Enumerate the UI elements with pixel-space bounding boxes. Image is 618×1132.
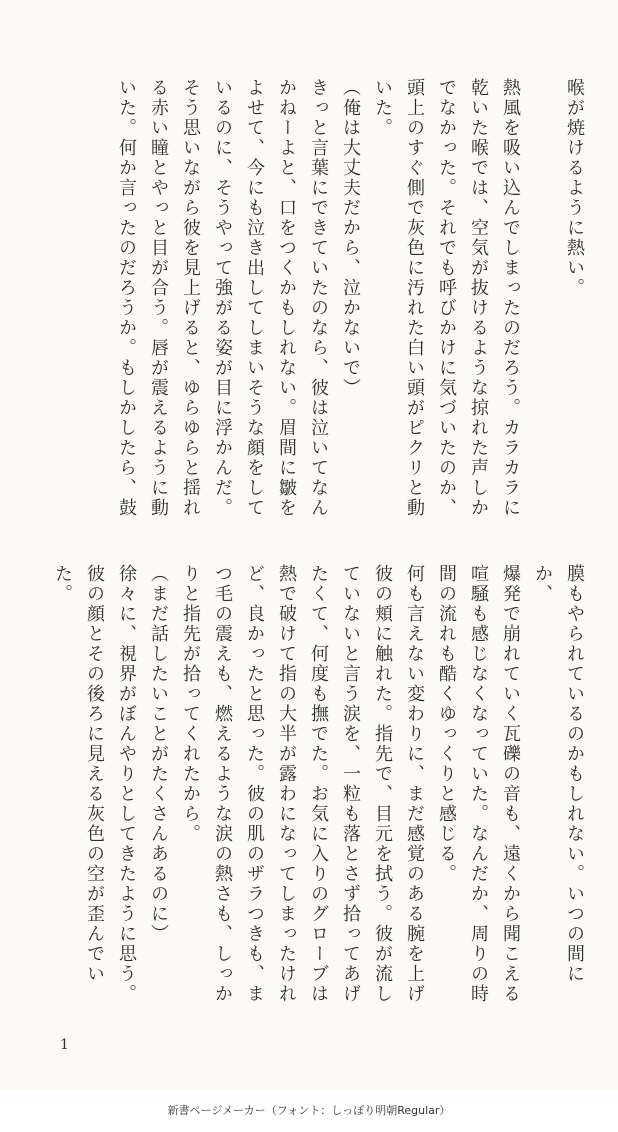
upper-text-block: [110, 78, 590, 518]
lower-text-block: [46, 564, 590, 1004]
text-line: （俺は大丈夫だから、泣かないで）: [340, 78, 361, 398]
text-line: 彼の顔とその後ろに見える灰色の空が歪んでいた。: [52, 564, 105, 984]
text-line: ど、良かったと思った。彼の肌のザラつきも、ま: [244, 564, 265, 1004]
text-line: [526, 78, 558, 518]
text-line: たくて、何度も撫でた。お気に入りのグローブは: [308, 564, 329, 1004]
text-line: かねーよと、口をつくかもしれない。眉間に皺を: [276, 78, 297, 518]
text-line: 徐々に、視界がぼんやりとしてきたように思う。: [116, 564, 137, 1004]
text-line: 熱風を吸い込んでしまったのだろう。カラカラに: [500, 78, 521, 518]
text-line: 何も言えない変わりに、まだ感覚のある腕を上げ: [404, 564, 425, 1004]
text-line: そう思いながら彼を見上げると、ゆらゆらと揺れ: [180, 78, 201, 518]
text-line: 爆発で崩れていく瓦礫の音も、遠くから聞こえる: [500, 564, 521, 1004]
text-line: よせて、今にも泣き出してしまいそうな顔をして: [244, 78, 265, 518]
text-line: （まだ話したいことがたくさんあるのに）: [148, 564, 169, 944]
text-line: いた。何か言ったのだろうか。もしかしたら、鼓: [116, 78, 137, 518]
text-line: つ毛の震えも、燃えるような涙の熱さも、しっか: [212, 564, 233, 1004]
text-line: 熱で破けて指の大半が露わになってしまったけれ: [276, 564, 297, 1004]
text-line: いた。: [372, 78, 393, 138]
text-line: きっと言葉にできていたのなら、彼は泣いてなん: [308, 78, 329, 518]
text-line: ていないと言う涙を、一粒も落とさず拾ってあげ: [340, 564, 361, 1004]
page-number: 1: [60, 1037, 69, 1053]
text-line: 乾いた喉では、空気が抜けるような掠れた声しか: [468, 78, 489, 518]
text-line: 膜もやられているのかもしれない。いつの間にか、: [532, 564, 585, 984]
text-line: りと指先が拾ってくれたから。: [180, 564, 201, 844]
text-line: 間の流れも酷くゆっくりと感じる。: [436, 564, 457, 884]
text-line: いるのに、そうやって強がる姿が目に浮かんだ。: [212, 78, 233, 518]
text-line: 頭上のすぐ側で灰色に汚れた白い頭がピクリと動: [404, 78, 425, 518]
text-line: 喧騒も感じなくなっていた。なんだか、周りの時: [468, 564, 489, 1004]
text-line: でなかった。それでも呼びかけに気づいたのか、: [436, 78, 457, 518]
text-line: 喉が焼けるように熱い。: [564, 78, 585, 298]
text-line: る赤い瞳とやっと目が合う。唇が震えるように動: [148, 78, 169, 518]
text-line: 彼の頬に触れた。指先で、目元を拭う。彼が流し: [372, 564, 393, 1004]
footer-caption: 新書ページメーカー（フォント：しっぽり明朝Regular）: [0, 1090, 618, 1132]
